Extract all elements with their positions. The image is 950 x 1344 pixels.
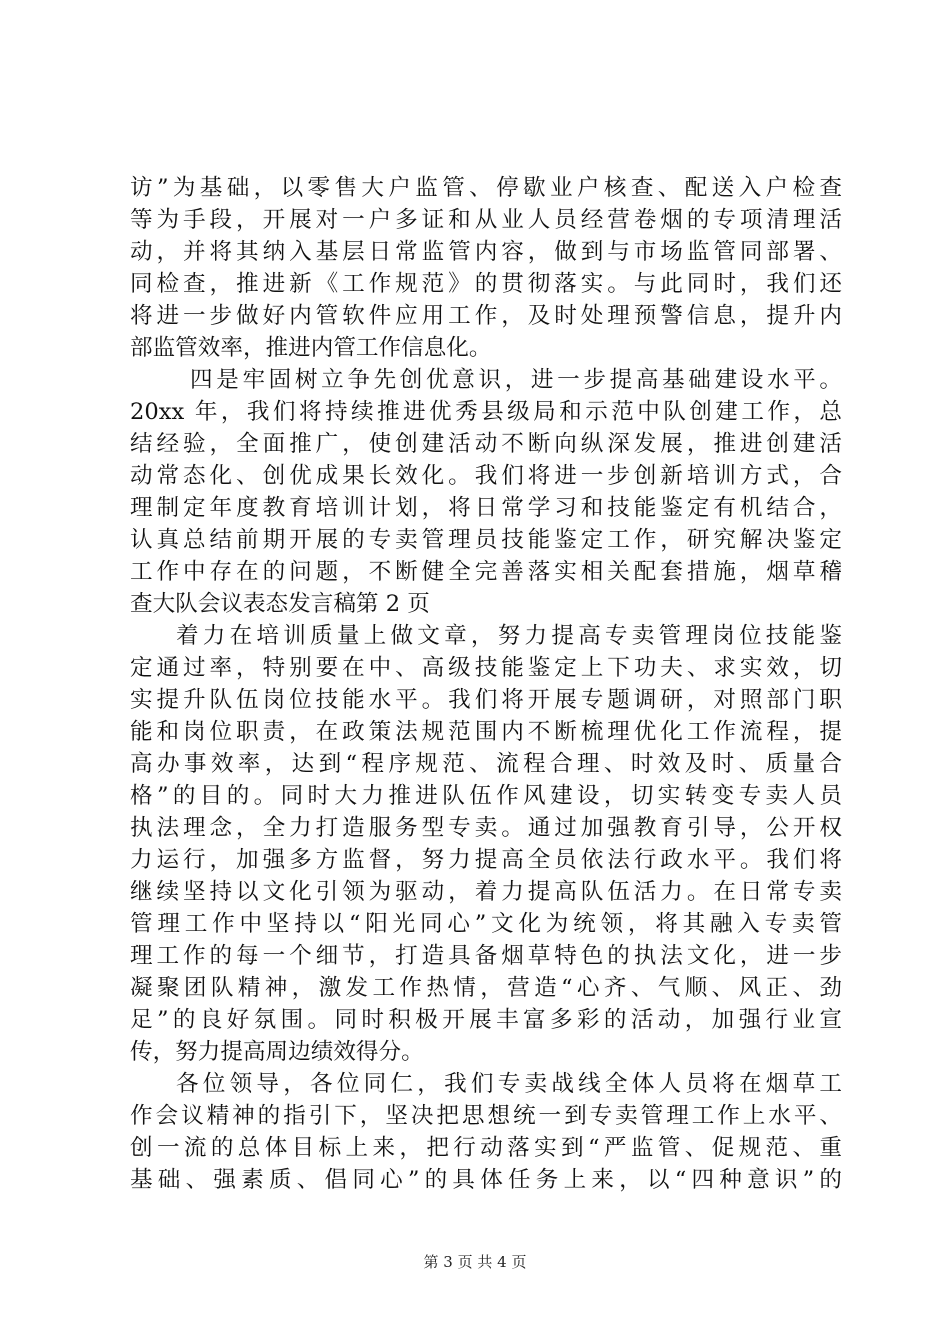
page-footer (0, 1252, 950, 1272)
page-number-label: 第 3 页 共 4 页 (423, 1253, 527, 1271)
text-line: 动常态化、创优成果长效化。我们将进一步创新培训方式，合 (130, 463, 842, 489)
text-line: 高办事效率，达到“程序规范、流程合理、时效及时、质量合 (130, 751, 842, 777)
text-line: 管理工作中坚持以“阳光同心”文化为统领，将其融入专卖管 (130, 911, 842, 937)
text-line: 作会议精神的指引下，坚决把思想统一到专卖管理工作上水平、 (130, 1103, 842, 1129)
text-line: 访”为基础，以零售大户监管、停歇业户核查、配送入户检查 (130, 175, 842, 201)
text-line: 动，并将其纳入基层日常监管内容，做到与市场监管同部署、 (130, 239, 842, 265)
text-line: 理工作的每一个细节，打造具备烟草特色的执法文化，进一步 (130, 943, 842, 969)
text-line: 20xx 年，我们将持续推进优秀县级局和示范中队创建工作，总 (130, 399, 842, 425)
text-line: 工作中存在的问题，不断健全完善落实相关配套措施，烟草稽 (130, 559, 842, 585)
text-line: 传，努力提高周边绩效得分。 (130, 1039, 424, 1065)
text-line: 结经验，全面推广，使创建活动不断向纵深发展，推进创建活 (130, 431, 842, 457)
text-line: 执法理念，全力打造服务型专卖。通过加强教育引导，公开权 (130, 815, 842, 841)
text-line: 定通过率，特别要在中、高级技能鉴定上下功夫、求实效，切 (130, 655, 842, 681)
text-line: 认真总结前期开展的专卖管理员技能鉴定工作，研究解决鉴定 (130, 527, 842, 553)
text-line: 足”的良好氛围。同时积极开展丰富多彩的活动，加强行业宣 (130, 1007, 842, 1033)
text-line: 格”的目的。同时大力推进队伍作风建设，切实转变专卖人员 (130, 783, 842, 809)
text-line: 部监管效率，推进内管工作信息化。 (130, 335, 492, 361)
text-line: 将进一步做好内管软件应用工作，及时处理预警信息，提升内 (130, 303, 842, 329)
text-line: 创一流的总体目标上来，把行动落实到“严监管、促规范、重 (130, 1135, 842, 1161)
text-line: 理制定年度教育培训计划，将日常学习和技能鉴定有机结合， (130, 495, 842, 521)
text-line: 等为手段，开展对一户多证和从业人员经营卷烟的专项清理活 (130, 207, 842, 233)
text-line: 查大队会议表态发言稿第 2 页 (130, 591, 430, 617)
text-line: 力运行，加强多方监督，努力提高全员依法行政水平。我们将 (130, 847, 842, 873)
paragraph-start-line: 着力在培训质量上做文章，努力提高专卖管理岗位技能鉴 (176, 623, 842, 649)
paragraph-start-line: 四是牢固树立争先创优意识，进一步提高基础建设水平。 (190, 367, 842, 393)
text-line: 实提升队伍岗位技能水平。我们将开展专题调研，对照部门职 (130, 687, 842, 713)
paragraph-start-line: 各位领导，各位同仁，我们专卖战线全体人员将在烟草工 (176, 1071, 842, 1097)
text-line: 凝聚团队精神，激发工作热情，营造“心齐、气顺、风正、劲 (130, 975, 842, 1001)
text-line: 能和岗位职责，在政策法规范围内不断梳理优化工作流程，提 (130, 719, 842, 745)
text-line: 继续坚持以文化引领为驱动，着力提高队伍活力。在日常专卖 (130, 879, 842, 905)
text-line: 基础、强素质、倡同心”的具体任务上来，以“四种意识”的 (130, 1167, 842, 1193)
document-body (130, 172, 842, 1196)
text-line: 同检查，推进新《工作规范》的贯彻落实。与此同时，我们还 (130, 271, 842, 297)
